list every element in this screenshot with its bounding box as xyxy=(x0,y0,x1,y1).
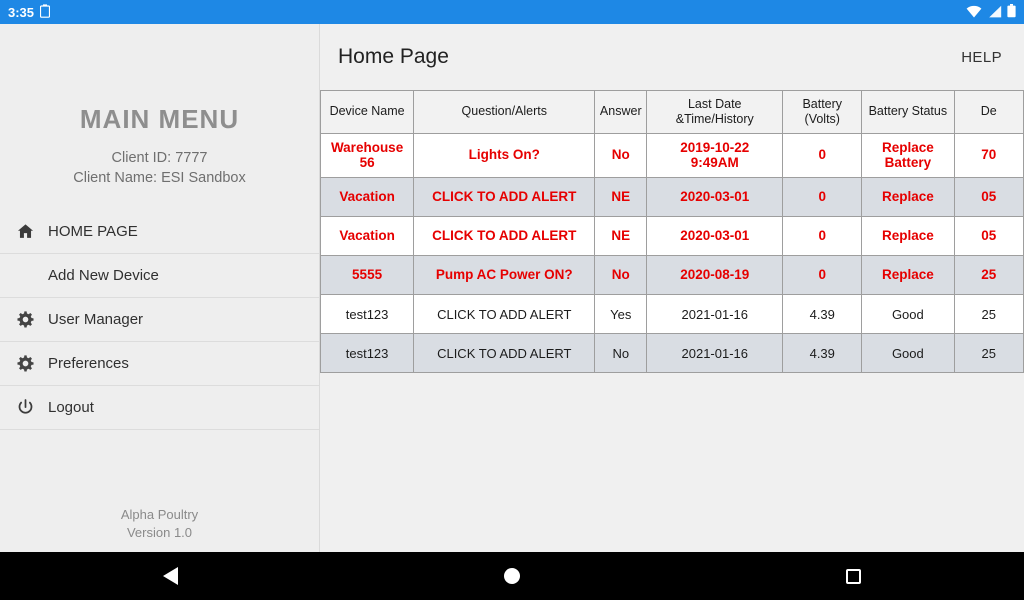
cell-last-date[interactable]: 2020-03-01 xyxy=(647,217,783,256)
cell-last-date[interactable]: 2020-08-19 xyxy=(647,256,783,295)
app-name-label: Alpha Poultry xyxy=(120,506,199,522)
client-id-label: Client ID: 7777 xyxy=(111,150,208,166)
cell-truncated[interactable]: 25 xyxy=(954,295,1023,334)
cell-battery-volts[interactable]: 0 xyxy=(783,178,862,217)
home-icon xyxy=(16,222,42,241)
cell-battery-volts[interactable]: 0 xyxy=(783,133,862,178)
cell-question-alerts[interactable]: CLICK TO ADD ALERT xyxy=(414,217,595,256)
cell-answer[interactable]: No xyxy=(595,334,647,373)
battery-saver-icon xyxy=(40,4,50,20)
signal-icon xyxy=(987,5,1002,20)
recents-button[interactable] xyxy=(793,569,913,584)
cell-truncated[interactable]: 25 xyxy=(954,334,1023,373)
main-pane xyxy=(320,24,1024,552)
sidebar-item-logout[interactable] xyxy=(0,386,319,430)
sidebar-item-label: Add New Device xyxy=(48,267,159,285)
cell-question-alerts[interactable]: Pump AC Power ON? xyxy=(414,256,595,295)
cell-battery-volts[interactable]: 0 xyxy=(783,217,862,256)
status-bar-clock: 3:35 xyxy=(8,4,35,20)
table-row[interactable] xyxy=(321,133,1024,178)
cell-question-alerts[interactable]: CLICK TO ADD ALERT xyxy=(414,178,595,217)
cell-answer[interactable]: No xyxy=(595,256,647,295)
drawer-header xyxy=(0,24,319,188)
home-circle-icon xyxy=(504,568,520,584)
android-status-bar xyxy=(0,0,1024,24)
cell-date-line2: 9:49AM xyxy=(690,155,739,171)
cell-device-name[interactable]: 5555 xyxy=(321,256,414,295)
help-button[interactable]: HELP xyxy=(961,48,1002,66)
status-bar-left xyxy=(8,4,50,20)
sidebar-item-label: Preferences xyxy=(48,355,129,373)
cell-battery-volts[interactable]: 4.39 xyxy=(783,295,862,334)
status-bar-right xyxy=(966,4,1016,20)
column-header-answer[interactable]: Answer xyxy=(595,91,647,134)
column-header-device-name[interactable]: Device Name xyxy=(321,91,414,134)
cell-battery-status[interactable]: Replace xyxy=(862,256,954,295)
table-row[interactable] xyxy=(321,178,1024,217)
back-button[interactable] xyxy=(111,567,231,585)
column-header-battery-volts[interactable] xyxy=(783,91,862,134)
back-icon xyxy=(163,567,178,585)
content-area xyxy=(0,24,1024,552)
devices-table-wrap xyxy=(320,90,1024,373)
cell-last-date[interactable]: 2021-01-16 xyxy=(647,295,783,334)
cell-battery-status[interactable]: Good xyxy=(862,295,954,334)
column-header-battery-status[interactable]: Battery Status xyxy=(862,91,954,134)
cell-battery-volts[interactable]: 0 xyxy=(783,256,862,295)
cell-date-line1: 2019-10-22 xyxy=(680,139,750,155)
cell-battery-status[interactable]: Replace xyxy=(862,217,954,256)
sidebar-item-label: User Manager xyxy=(48,311,144,329)
cell-battery-status[interactable] xyxy=(862,133,954,178)
cell-device-name[interactable]: Vacation xyxy=(321,217,414,256)
cell-truncated[interactable]: 25 xyxy=(954,256,1023,295)
cell-question-alerts[interactable]: CLICK TO ADD ALERT xyxy=(414,295,595,334)
cell-device-name[interactable] xyxy=(321,133,414,178)
cell-device-name[interactable]: Vacation xyxy=(321,178,414,217)
cell-question-alerts[interactable]: CLICK TO ADD ALERT xyxy=(414,334,595,373)
battery-icon xyxy=(1007,4,1016,20)
cell-status-line1: Replace xyxy=(881,139,934,155)
table-header-row xyxy=(321,91,1024,134)
drawer-menu xyxy=(0,210,319,430)
cell-battery-volts[interactable]: 4.39 xyxy=(783,334,862,373)
cell-last-date[interactable] xyxy=(647,133,783,178)
cell-battery-status[interactable]: Replace xyxy=(862,178,954,217)
column-header-battery-line2: (Volts) xyxy=(804,111,840,126)
app-version-label: Version 1.0 xyxy=(126,524,193,540)
column-header-last-date-line1: Last Date xyxy=(687,97,742,111)
drawer-footer xyxy=(0,506,319,542)
cell-answer[interactable]: NE xyxy=(595,217,647,256)
column-header-last-date[interactable] xyxy=(647,91,783,134)
cell-device-name[interactable]: test123 xyxy=(321,295,414,334)
home-button[interactable] xyxy=(452,568,572,584)
column-header-truncated[interactable]: De xyxy=(954,91,1023,134)
app-bar xyxy=(320,24,1024,90)
table-row[interactable] xyxy=(321,217,1024,256)
cell-battery-status[interactable]: Good xyxy=(862,334,954,373)
cell-status-line2: Battery xyxy=(884,155,932,171)
column-header-question-alerts[interactable]: Question/Alerts xyxy=(414,91,595,134)
client-name-label: Client Name: ESI Sandbox xyxy=(73,169,246,186)
column-header-battery-line1: Battery xyxy=(802,97,843,111)
devices-table xyxy=(320,90,1024,373)
gear-icon xyxy=(16,310,42,329)
cell-answer[interactable]: Yes xyxy=(595,295,647,334)
column-header-last-date-line2: &Time/History xyxy=(675,111,754,126)
cell-truncated[interactable]: 05 xyxy=(954,217,1023,256)
cell-last-date[interactable]: 2021-01-16 xyxy=(647,334,783,373)
drawer-title: MAIN MENU xyxy=(79,104,240,134)
cell-device-name[interactable]: test123 xyxy=(321,334,414,373)
table-row[interactable] xyxy=(321,295,1024,334)
table-row[interactable] xyxy=(321,334,1024,373)
page-title: Home Page xyxy=(338,45,449,68)
navigation-drawer xyxy=(0,24,320,552)
sidebar-item-label: HOME PAGE xyxy=(48,223,138,241)
table-row[interactable] xyxy=(321,256,1024,295)
cell-answer[interactable]: NE xyxy=(595,178,647,217)
recents-icon xyxy=(846,569,861,584)
drawer-client-info xyxy=(0,149,319,188)
wifi-icon xyxy=(966,5,982,20)
sidebar-item-preferences[interactable] xyxy=(0,342,319,386)
sidebar-item-label: Logout xyxy=(48,399,94,417)
gear-icon xyxy=(16,354,42,373)
cell-last-date[interactable]: 2020-03-01 xyxy=(647,178,783,217)
cell-question-alerts[interactable]: Lights On? xyxy=(414,133,595,178)
cell-truncated[interactable]: 70 xyxy=(954,133,1023,178)
cell-truncated[interactable]: 05 xyxy=(954,178,1023,217)
cell-answer[interactable]: No xyxy=(595,133,647,178)
sidebar-item-home-page[interactable] xyxy=(0,210,319,254)
android-navigation-bar xyxy=(0,552,1024,600)
power-icon xyxy=(16,398,42,417)
sidebar-item-user-manager[interactable] xyxy=(0,298,319,342)
sidebar-item-add-new-device[interactable] xyxy=(0,254,319,298)
cell-text: Warehouse 56 xyxy=(330,139,404,171)
